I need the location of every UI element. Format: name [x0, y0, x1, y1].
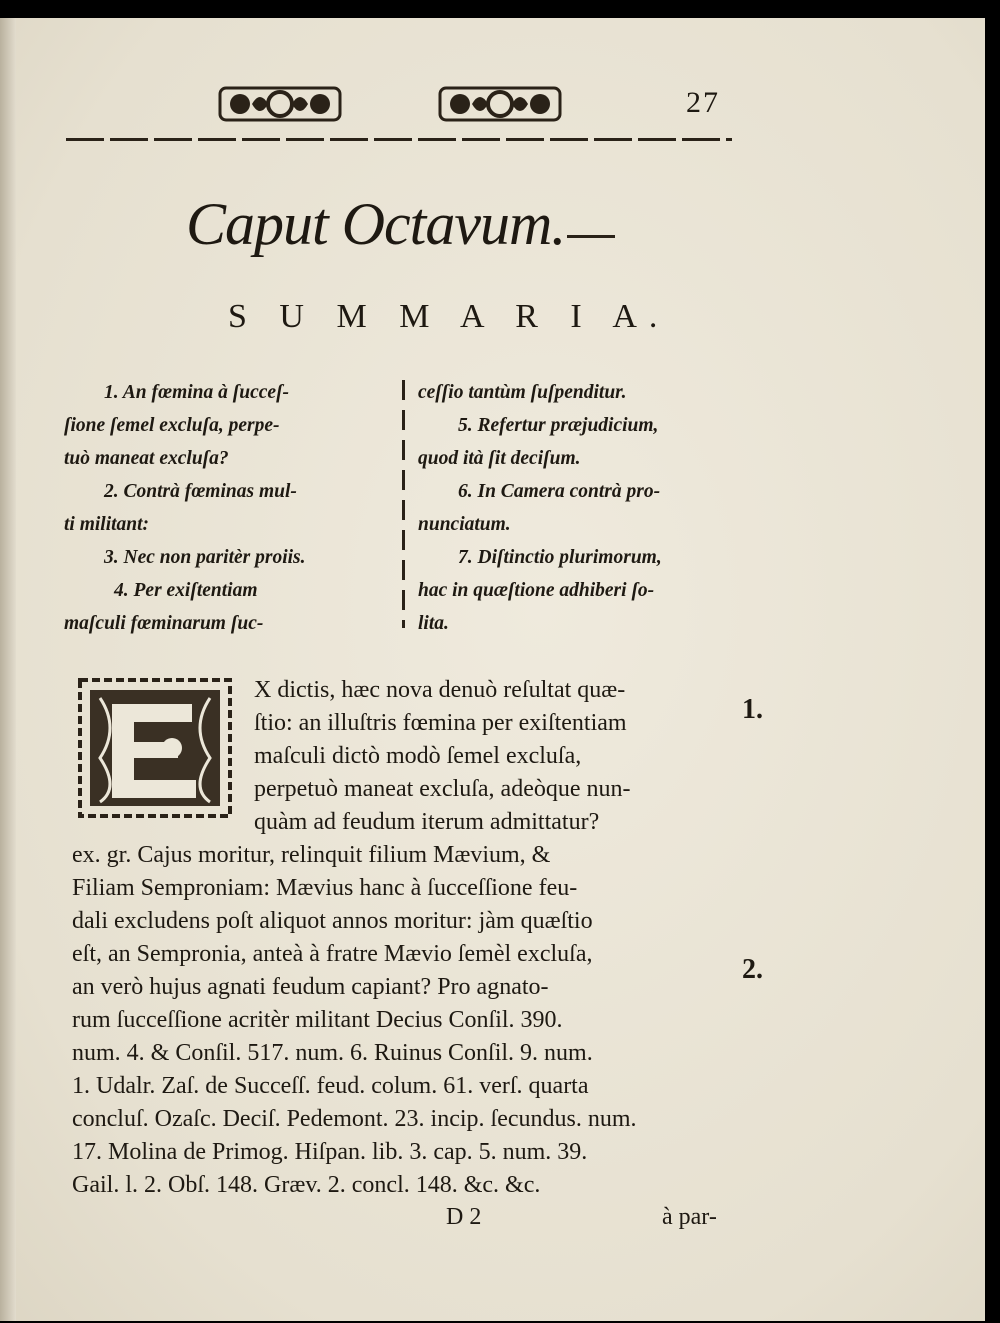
summary-line: ceſſio tantùm ſuſpenditur. — [418, 382, 627, 403]
margin-note-2: 2. — [742, 954, 763, 985]
body-text — [72, 674, 732, 1202]
body-line: Filiam Semproniam: Mævius hanc à ſucceſſione feu- — [72, 875, 578, 901]
page-header — [66, 76, 732, 156]
margin-note-1: 1. — [742, 694, 763, 725]
body-line: dali excludens poſt aliquot annos moritur: jàm quæſtio — [72, 908, 593, 934]
summary-line: 3. Nec non paritèr proiis. — [104, 547, 306, 568]
summary-line: 2. Contrà fœminas mul- — [104, 481, 297, 502]
body-line: concluſ. Ozaſc. Deciſ. Pedemont. 23. incip. ſecundus. num. — [72, 1106, 637, 1132]
body-line: num. 4. & Conſil. 517. num. 6. Ruinus Conſil. 9. num. — [72, 1040, 593, 1066]
body-line: 17. Molina de Primog. Hiſpan. lib. 3. cap. 5. num. 39. — [72, 1139, 588, 1165]
body-line: X dictis, hæc nova denuò reſultat quæ- — [254, 677, 626, 703]
body-line: Gail. l. 2. Obſ. 148. Græv. 2. concl. 148. &c. &c. — [72, 1172, 541, 1198]
summary-right-column — [418, 376, 732, 640]
catchword: à par- — [662, 1204, 717, 1230]
summary-line: tuò maneat excluſa? — [64, 448, 229, 469]
summary-line: hac in quæſtione adhiberi ſo- — [418, 580, 655, 601]
signature-mark: D 2 — [446, 1204, 482, 1230]
summary-line: quod ità ſit deciſum. — [418, 448, 581, 469]
ornament-left-icon — [218, 84, 342, 124]
body-line: ex. gr. Cajus moritur, relinquit filium Mævium, & — [72, 842, 551, 868]
page-gutter — [0, 18, 16, 1321]
summary-line: ti militant: — [64, 514, 150, 535]
chapter-title: Caput Octavum. — [186, 190, 615, 259]
summary-line: 7. Diſtinctio plurimorum, — [458, 547, 662, 568]
body-line: maſculi dictò modò ſemel excluſa, — [254, 743, 582, 769]
body-line: 1. Udalr. Zaſ. de Succeſſ. feud. colum. 61. verſ. quarta — [72, 1073, 589, 1099]
body-line: eſt, an Sempronia, anteà à fratre Mævio ſemèl excluſa, — [72, 941, 593, 967]
summary-line: lita. — [418, 613, 449, 634]
ornament-right-icon — [438, 84, 562, 124]
body-line: an verò hujus agnati feudum capiant? Pro agnato- — [72, 974, 549, 1000]
summaria-heading: S U M M A R I A. — [228, 298, 670, 335]
summary-line: maſculi fœminarum ſuc- — [64, 613, 264, 634]
header-rule — [66, 138, 732, 141]
summary-left-column — [64, 376, 396, 640]
summary-line: 4. Per exiſtentiam — [114, 580, 258, 601]
summary-line: 6. In Camera contrà pro- — [458, 481, 661, 502]
page-number: 27 — [686, 86, 720, 119]
column-separator — [402, 380, 405, 628]
book-page — [0, 18, 985, 1321]
body-line: ſtio: an illuſtris fœmina per exiſtentiam — [254, 710, 627, 736]
body-line: quàm ad feudum iterum admittatur? — [254, 809, 600, 835]
summary-line: ſione ſemel excluſa, perpe- — [64, 415, 280, 436]
summary-line: nunciatum. — [418, 514, 511, 535]
body-line: rum ſucceſſione acritèr militant Decius Conſil. 390. — [72, 1007, 563, 1033]
body-line: perpetuò maneat excluſa, adeòque nun- — [254, 776, 631, 802]
summary-line: 5. Refertur præjudicium, — [458, 415, 659, 436]
summary-line: 1. An fœmina à ſucceſ- — [104, 382, 290, 403]
